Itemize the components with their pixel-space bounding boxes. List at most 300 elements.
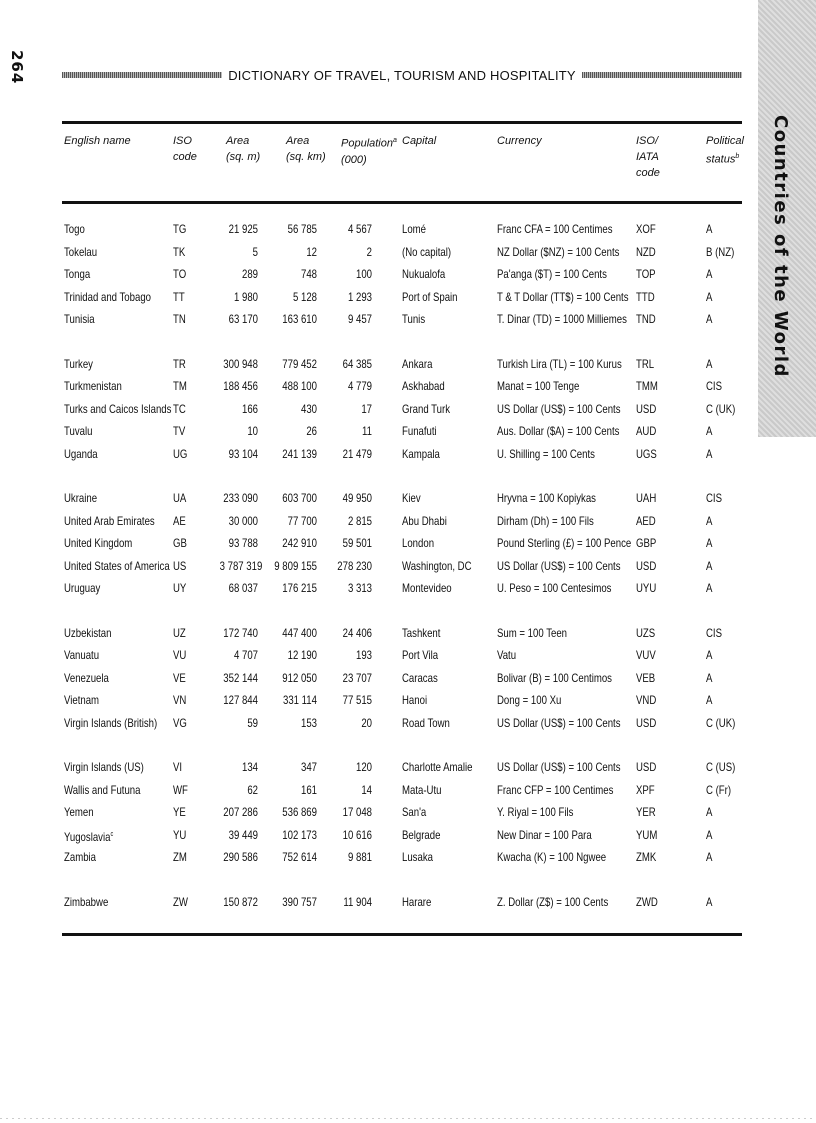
political-status-cell <box>706 443 712 465</box>
header-iso-iata-code <box>636 133 660 181</box>
political-status-cell <box>706 622 722 644</box>
political-status: CIS <box>706 625 723 640</box>
political-status-cell <box>706 241 734 263</box>
currency: T & T Dollar (TT$) = 100 Cents <box>497 289 629 304</box>
capital-cell <box>402 420 437 442</box>
capital: Kampala <box>402 446 440 461</box>
political-status-cell <box>706 263 712 285</box>
area-sq-km: 26 <box>306 424 317 438</box>
currency: Vatu <box>497 648 517 662</box>
currency-cell <box>497 218 613 240</box>
currency-cell <box>497 308 627 330</box>
area-sq-km-cell <box>273 375 317 397</box>
iata-code: XPF <box>636 782 655 797</box>
iso-code: ZM <box>173 850 187 864</box>
area-sq-m-cell <box>220 577 258 599</box>
area-sq-m-cell <box>220 510 258 532</box>
capital-cell <box>402 510 447 532</box>
table-row <box>0 487 816 510</box>
population-cell <box>332 577 372 599</box>
capital: Caracas <box>402 670 438 685</box>
header-capital-text: Capital <box>402 135 437 147</box>
iso-code: VE <box>173 670 186 685</box>
currency: Y. Riyal = 100 Fils <box>497 805 574 819</box>
area-sq-m-cell <box>220 353 258 375</box>
capital: Hanoi <box>402 693 428 707</box>
iata-code-cell <box>636 779 655 801</box>
iso-code-cell <box>173 443 187 465</box>
political-status-cell <box>706 375 722 397</box>
country-name: Tokelau <box>64 244 98 259</box>
capital-cell <box>402 824 440 846</box>
area-sq-km-cell <box>273 487 317 509</box>
area-sq-m-cell <box>220 487 258 509</box>
currency-cell <box>497 644 516 666</box>
area-sq-km: 12 190 <box>287 648 317 662</box>
iata-code-cell <box>636 308 656 330</box>
iata-code-cell <box>636 398 656 420</box>
country-name: Togo <box>64 222 85 236</box>
iata-code: TTD <box>636 289 655 304</box>
area-sq-m-cell <box>220 846 258 868</box>
iata-code-cell <box>636 846 656 868</box>
area-sq-km: 912 050 <box>282 670 317 685</box>
currency: US Dollar (US$) = 100 Cents <box>497 715 621 730</box>
country-name-cell <box>64 891 108 913</box>
population: 21 479 <box>342 446 372 461</box>
population: 2 815 <box>347 513 372 528</box>
iso-code-cell <box>173 756 182 778</box>
currency: Franc CFP = 100 Centimes <box>497 782 614 797</box>
country-name-cell <box>64 644 99 666</box>
capital: Port of Spain <box>402 289 458 304</box>
area-sq-m: 207 286 <box>223 805 258 819</box>
currency: Bolivar (B) = 100 Centimos <box>497 670 612 685</box>
country-name-cell <box>64 577 100 599</box>
header-iata-line3: code <box>636 167 660 179</box>
area-sq-km-cell <box>273 555 317 577</box>
area-sq-km-cell <box>273 532 317 554</box>
iso-code-cell <box>173 420 185 442</box>
iata-code: ZMK <box>636 850 657 864</box>
capital-cell <box>402 667 438 689</box>
table-row <box>0 443 816 466</box>
area-sq-km: 12 <box>306 244 317 259</box>
currency-cell <box>497 689 561 711</box>
population-cell <box>332 420 372 442</box>
country-name: Turkey <box>64 356 93 371</box>
area-sq-km-cell <box>273 510 317 532</box>
political-status-cell <box>706 689 712 711</box>
capital-cell <box>402 846 433 868</box>
political-status: A <box>706 536 713 550</box>
table-row <box>0 286 816 309</box>
population: 4 779 <box>347 379 372 393</box>
header-pol-line2-wrap <box>706 149 744 168</box>
iso-code-cell <box>173 218 186 240</box>
header-iata-line1: ISO/ <box>636 135 659 147</box>
area-sq-m-cell <box>220 622 258 644</box>
country-name-cell <box>64 712 157 734</box>
capital-cell <box>402 891 431 913</box>
population: 20 <box>361 715 372 730</box>
country-name: United Kingdom <box>64 536 133 550</box>
capital-cell <box>402 353 432 375</box>
population: 10 616 <box>342 827 372 842</box>
country-name: Yemen <box>64 805 94 819</box>
political-status: A <box>706 827 713 842</box>
iso-code-cell <box>173 667 186 689</box>
area-sq-km: 102 173 <box>282 827 317 842</box>
currency: US Dollar (US$) = 100 Cents <box>497 760 621 774</box>
area-sq-m-cell <box>220 801 258 823</box>
iata-code-cell <box>636 263 656 285</box>
area-sq-km-cell <box>273 824 317 846</box>
political-status-cell <box>706 420 712 442</box>
political-status-cell <box>706 644 712 666</box>
header-currency-text: Currency <box>497 135 542 147</box>
iso-code-cell <box>173 286 185 308</box>
currency: Z. Dollar (Z$) = 100 Cents <box>497 894 609 909</box>
population-cell <box>332 779 372 801</box>
capital-cell <box>402 689 427 711</box>
table-row <box>0 218 816 241</box>
country-name-cell <box>64 667 109 689</box>
population: 1 293 <box>347 289 372 304</box>
area-sq-km-cell <box>273 308 317 330</box>
iso-code: TC <box>173 401 186 416</box>
political-status: A <box>706 850 713 864</box>
country-name: Virgin Islands (British) <box>64 715 158 730</box>
header-iso-line1: ISO <box>173 135 192 147</box>
population-cell <box>332 846 372 868</box>
country-name-cell <box>64 420 92 442</box>
capital-cell <box>402 487 421 509</box>
capital-cell <box>402 622 440 644</box>
iso-code-cell <box>173 263 186 285</box>
country-name: Uruguay <box>64 581 101 595</box>
running-head-bar-left <box>62 72 222 78</box>
political-status: B (NZ) <box>706 244 735 259</box>
population: 9 457 <box>347 312 372 326</box>
capital: Lomé <box>402 222 427 236</box>
iso-code-cell <box>173 846 187 868</box>
currency: Dirham (Dh) = 100 Fils <box>497 513 594 528</box>
political-status-cell <box>706 555 712 577</box>
area-sq-km-cell <box>273 353 317 375</box>
country-name-cell <box>64 487 97 509</box>
currency-cell <box>497 487 596 509</box>
area-sq-km-cell <box>273 218 317 240</box>
political-status: A <box>706 446 713 461</box>
area-sq-km: 779 452 <box>282 356 317 371</box>
area-sq-km: 153 <box>300 715 317 730</box>
iata-code-cell <box>636 241 656 263</box>
iso-code: TO <box>173 267 187 281</box>
country-name: Vanuatu <box>64 648 100 662</box>
currency-cell <box>497 420 619 442</box>
area-sq-km-cell <box>273 644 317 666</box>
area-sq-m-cell <box>220 712 258 734</box>
capital-cell <box>402 712 450 734</box>
table-row <box>0 577 816 600</box>
capital-cell <box>402 286 458 308</box>
area-sq-m: 30 000 <box>228 513 258 528</box>
iso-code: VU <box>173 648 187 662</box>
iso-code-cell <box>173 891 188 913</box>
area-sq-km: 241 139 <box>282 446 317 461</box>
country-name-cell <box>64 308 95 330</box>
area-sq-km-cell <box>273 398 317 420</box>
currency-cell <box>497 801 573 823</box>
political-status-cell <box>706 398 735 420</box>
iata-code: VEB <box>636 670 656 685</box>
table-row <box>0 555 816 578</box>
iata-code-cell <box>636 891 658 913</box>
header-pop-line1: Population <box>341 137 393 150</box>
area-sq-m-cell <box>220 375 258 397</box>
political-status-cell <box>706 801 712 823</box>
area-sq-km: 77 700 <box>287 513 317 528</box>
population-cell <box>332 286 372 308</box>
iata-code-cell <box>636 510 656 532</box>
currency: New Dinar = 100 Para <box>497 827 592 842</box>
capital: Lusaka <box>402 850 433 864</box>
capital: Abu Dhabi <box>402 513 447 528</box>
population-cell <box>332 712 372 734</box>
country-name-footnote: c <box>110 830 114 838</box>
political-status: A <box>706 558 713 573</box>
table-row <box>0 622 816 645</box>
iata-code-cell <box>636 286 655 308</box>
area-sq-m: 68 037 <box>228 581 258 595</box>
population-cell <box>332 375 372 397</box>
area-sq-km: 163 610 <box>282 312 317 326</box>
area-sq-km-cell <box>273 622 317 644</box>
capital-cell <box>402 308 425 330</box>
country-name: Tunisia <box>64 312 95 326</box>
iata-code: USD <box>636 715 657 730</box>
political-status: A <box>706 222 713 236</box>
country-name: Uganda <box>64 446 98 461</box>
iata-code: TND <box>636 312 656 326</box>
header-capital <box>402 133 436 149</box>
table-row <box>0 824 816 847</box>
capital-cell <box>402 577 452 599</box>
political-status: A <box>706 267 713 281</box>
population-cell <box>332 218 372 240</box>
population: 49 950 <box>342 491 372 505</box>
population-cell <box>332 532 372 554</box>
iata-code: USD <box>636 558 657 573</box>
area-sq-km: 56 785 <box>287 222 317 236</box>
iso-code: YE <box>173 805 186 819</box>
iso-code: VN <box>173 693 187 707</box>
population: 100 <box>355 267 372 281</box>
capital: Tashkent <box>402 625 441 640</box>
country-name-cell <box>64 689 99 711</box>
capital-cell <box>402 241 451 263</box>
capital-cell <box>402 375 445 397</box>
country-name-cell <box>64 353 93 375</box>
country-name: Zimbabwe <box>64 894 109 909</box>
population-cell <box>332 891 372 913</box>
currency: T. Dinar (TD) = 1000 Milliemes <box>497 312 627 326</box>
header-sqkm-line2: (sq. km) <box>286 151 326 163</box>
country-name-cell <box>64 779 140 801</box>
area-sq-m: 172 740 <box>223 625 258 640</box>
iso-code: TN <box>173 312 186 326</box>
area-sq-m: 39 449 <box>228 827 258 842</box>
area-sq-m: 93 788 <box>228 536 258 550</box>
country-name: Virgin Islands (US) <box>64 760 144 774</box>
political-status-cell <box>706 891 712 913</box>
iso-code: VI <box>173 760 183 774</box>
currency-cell <box>497 398 621 420</box>
area-sq-km: 603 700 <box>282 491 317 505</box>
country-name-cell <box>64 555 170 577</box>
running-head <box>62 66 742 84</box>
area-sq-km: 331 114 <box>283 693 317 707</box>
iata-code: AED <box>636 513 656 528</box>
area-sq-m-cell <box>219 555 263 577</box>
area-sq-m: 5 <box>252 244 258 259</box>
population-cell <box>332 353 372 375</box>
country-name: Zambia <box>64 850 97 864</box>
country-name-cell <box>64 263 90 285</box>
area-sq-km: 447 400 <box>282 625 317 640</box>
iso-code: UG <box>173 446 188 461</box>
iata-code-cell <box>636 420 656 442</box>
iso-code: GB <box>173 536 187 550</box>
population-cell <box>332 801 372 823</box>
area-sq-km: 430 <box>300 401 317 416</box>
iata-code-cell <box>636 555 656 577</box>
table-row <box>0 846 816 869</box>
currency-cell <box>497 824 592 846</box>
capital-cell <box>402 532 434 554</box>
population: 278 230 <box>337 558 372 573</box>
population-cell <box>332 487 372 509</box>
table-row <box>0 532 816 555</box>
currency-cell <box>497 846 606 868</box>
political-status: C (UK) <box>706 401 736 416</box>
population: 24 406 <box>342 625 372 640</box>
country-name: Ukraine <box>64 491 98 505</box>
iso-code: AE <box>173 513 186 528</box>
page-bottom-edge <box>0 1118 816 1119</box>
currency-cell <box>497 779 613 801</box>
population: 17 048 <box>342 805 372 819</box>
table-row <box>0 712 816 735</box>
iata-code: UAH <box>636 491 657 505</box>
iso-code: TK <box>173 244 186 259</box>
political-status: A <box>706 312 713 326</box>
currency-cell <box>497 510 594 532</box>
currency: Aus. Dollar ($A) = 100 Cents <box>497 424 620 438</box>
country-name-cell <box>64 824 113 848</box>
political-status: C (UK) <box>706 715 736 730</box>
country-name: Turkmenistan <box>64 379 122 393</box>
area-sq-m-cell <box>220 689 258 711</box>
iata-code: TRL <box>636 356 655 371</box>
iso-code-cell <box>173 375 187 397</box>
header-political-status <box>706 133 744 168</box>
iso-code-cell <box>173 555 186 577</box>
iata-code-cell <box>636 443 657 465</box>
population: 23 707 <box>342 670 372 685</box>
country-name: Turks and Caicos Islands <box>64 401 172 416</box>
population-cell <box>332 667 372 689</box>
iso-code-cell <box>173 532 187 554</box>
area-sq-m: 63 170 <box>228 312 258 326</box>
country-name-cell <box>64 510 155 532</box>
capital: Nukualofa <box>402 267 446 281</box>
table-row <box>0 756 816 779</box>
iso-code: US <box>173 558 187 573</box>
iata-code: XOF <box>636 222 656 236</box>
currency-cell <box>497 712 621 734</box>
page-number: 264 <box>8 50 26 85</box>
area-sq-m: 3 787 319 <box>219 558 263 573</box>
country-name-cell <box>64 532 132 554</box>
table-row <box>0 420 816 443</box>
currency-cell <box>497 577 611 599</box>
capital: Askhabad <box>402 379 445 393</box>
area-sq-m-cell <box>220 443 258 465</box>
header-pop-footnote: a <box>393 137 397 144</box>
currency-cell <box>497 375 579 397</box>
political-status-cell <box>706 218 712 240</box>
iata-code-cell <box>636 667 655 689</box>
currency: US Dollar (US$) = 100 Cents <box>497 401 621 416</box>
currency-cell <box>497 263 607 285</box>
iata-code-cell <box>636 644 656 666</box>
country-name: United States of America <box>64 558 170 573</box>
area-sq-m-cell <box>220 891 258 913</box>
iata-code-cell <box>636 487 656 509</box>
iata-code: GBP <box>636 536 657 550</box>
political-status-cell <box>706 308 712 330</box>
capital: Funafuti <box>402 424 437 438</box>
iata-code-cell <box>636 756 656 778</box>
currency: Manat = 100 Tenge <box>497 379 580 393</box>
area-sq-m: 300 948 <box>223 356 258 371</box>
iso-code: WF <box>173 782 188 797</box>
capital: Tunis <box>402 312 426 326</box>
area-sq-km-cell <box>273 241 317 263</box>
table-row <box>0 353 816 376</box>
area-sq-m-cell <box>220 824 258 846</box>
political-status: A <box>706 693 713 707</box>
iata-code: TMM <box>636 379 658 393</box>
table-header <box>0 133 816 195</box>
area-sq-m-cell <box>220 644 258 666</box>
iata-code-cell <box>636 375 658 397</box>
currency-cell <box>497 667 612 689</box>
area-sq-m: 134 <box>241 760 258 774</box>
capital-cell <box>402 263 445 285</box>
iata-code: VND <box>636 693 657 707</box>
population: 9 881 <box>347 850 372 864</box>
currency: Sum = 100 Teen <box>497 625 568 640</box>
header-pop-line2: (000) <box>341 153 367 166</box>
row-group <box>0 487 816 600</box>
area-sq-km: 488 100 <box>282 379 317 393</box>
political-status: A <box>706 424 713 438</box>
country-name-cell <box>64 622 112 644</box>
area-sq-m-cell <box>220 532 258 554</box>
